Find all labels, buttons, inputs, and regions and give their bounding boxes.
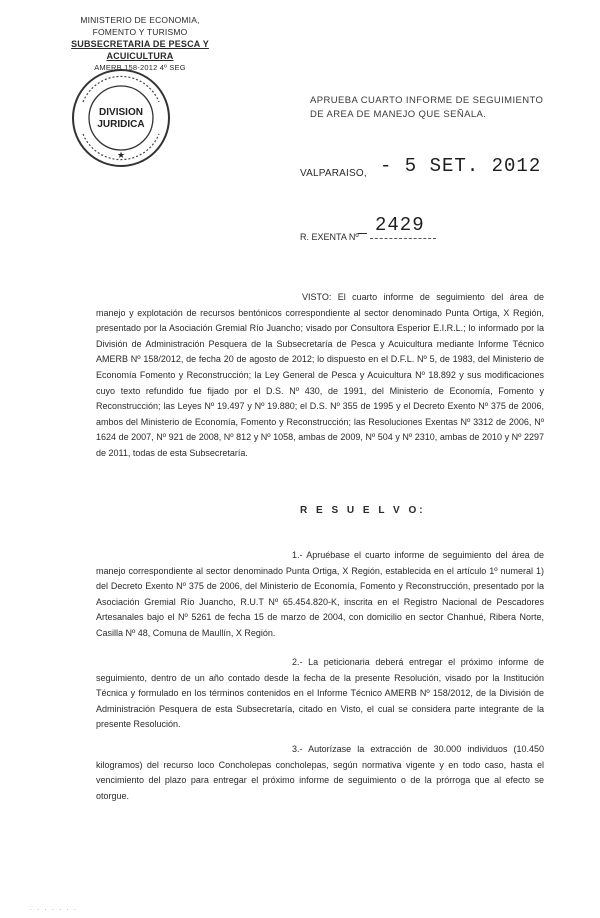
point-1-text: 1.- Apruébase el cuarto informe de seguimiento del área de manejo correspondiente al sector denominado Punta Ortiga, X Región, establecida en el artículo 1º numeral 1) del Decreto Exento Nº 375 de 2006, del Ministerio de Economía, Fomento y Reconstrucción, presentado por la Asociación Gremial Río Juancho, R.U.T Nº 65.454.820-K, inscrita en el Registro Nacional de Pescadores Artesanales bajo el Nº 5261 de fecha 15 de marzo de 2004, con domicilio en sector Chanhué, Ribera Norte, Casilla Nº 48, Comuna de Maullín, X Región.: [96, 550, 544, 638]
point-3-text: 3.- Autorízase la extracción de 30.000 individuos (10.450 kilogramos) del recurso loco Concholepas concholepas, según normativa vigente y en todo caso, hasta el vencimiento del plazo para entregar el próximo informe de seguimiento o de la prórroga que al efecto se otorgue.: [96, 744, 544, 801]
date-stamp: - 5 SET. 2012: [380, 155, 542, 177]
ministry-line-2: FOMENTO Y TURISMO: [92, 27, 188, 37]
resolution-point-3: [96, 742, 544, 804]
resolution-number: 2429: [375, 214, 425, 236]
resuelvo-heading: R E S U E L V O:: [300, 505, 426, 516]
visto-text: VISTO: El cuarto informe de seguimiento del área de manejo y explotación de recursos bentónicos correspondiente al sector denominado Punta Ortiga, X Región, presentado por la Asociación Gremial Río Juancho; visado por Consultora Esperior E.I.R.L.; lo informado por la División de Administración Pesquera de la Subsecretaría de Pesca y Acuicultura mediante Informe Técnico AMERB Nº 158/2012, de fecha 20 de agosto de 2012; lo dispuesto en el D.F.L. Nº 5, de 1983, del Ministerio de Economía Fomento y Reconstrucción; la Ley General de Pesca y Acuicultura Nº 18.892 y sus modificaciones cuyo texto refundido fue fijado por el D.S. Nº 430, de 1991, del Ministerio de Economía, Fomento y Reconstrucción; las Leyes Nº 19.497 y Nº 19.880; el D.S. Nº 355 de 1995 y el Decreto Exento Nº 375 de 2006, ambos del Ministerio de Economía, Fomento y Reconstrucción; las Resoluciones Exentas Nº 3312 de 2006, Nº 1624 de 2007, Nº 921 de 2008, Nº 812 y Nº 1058, ambas de 2009, Nº 504 y Nº 2310, ambas de 2010 y Nº 2297 de 2011, todas de esta Subsecretaría.: [96, 292, 544, 458]
visto-paragraph: [96, 290, 544, 462]
scan-artifact-dots: . . . . . . .: [30, 906, 78, 912]
place-label: VALPARAISO,: [300, 168, 367, 179]
resolution-dash: _: [358, 218, 367, 235]
resolution-label: R. EXENTA Nº: [300, 232, 359, 242]
stamp-line-2: JURIDICA: [97, 119, 145, 130]
ministry-line-4: AMERB 158-2012 4º SEG: [94, 63, 186, 72]
ministry-line-3: SUBSECRETARIA DE PESCA Y ACUICULTURA: [71, 39, 209, 61]
ministry-header: [40, 14, 240, 74]
resolution-underline: [370, 238, 436, 239]
resolution-point-2: [96, 655, 544, 733]
ministry-line-1: MINISTERIO DE ECONOMIA,: [80, 15, 200, 25]
point-2-text: 2.- La peticionaria deberá entregar el próximo informe de seguimiento, dentro de un año contado desde la fecha de la presente Resolución, visado por la Institución Técnica y formulado en los términos contenidos en el Informe Técnico AMERB Nº 158/2012, de la División de Administración Pesquera de esta Subsecretaría, citado en Visto, el cual se considera parte integrante de la presente Resolución.: [96, 657, 544, 730]
star-icon: ★: [116, 150, 126, 160]
division-juridica-stamp: [62, 66, 180, 170]
resolution-subject: APRUEBA CUARTO INFORME DE SEGUIMIENTO DE AREA DE MANEJO QUE SEÑALA.: [310, 95, 544, 120]
resolution-point-1: [96, 548, 544, 642]
stamp-line-1: DIVISION: [99, 107, 143, 118]
